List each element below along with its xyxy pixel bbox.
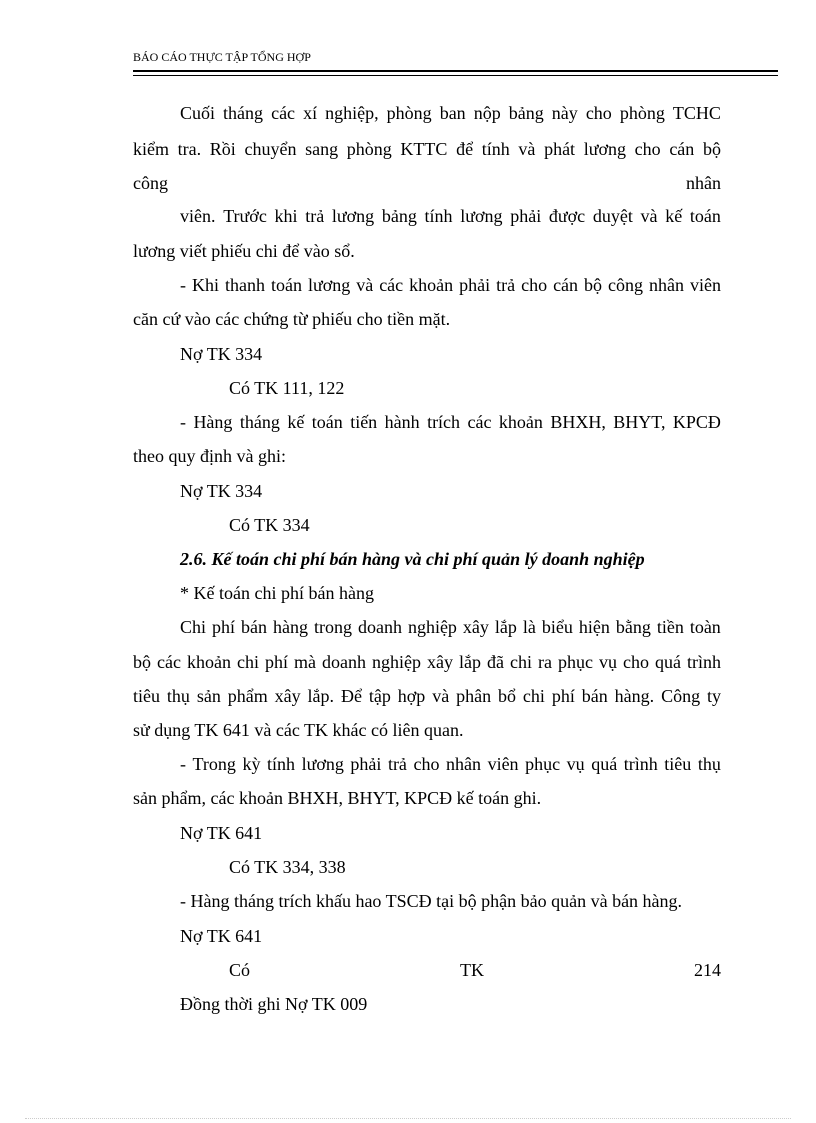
word: toán — [689, 206, 721, 226]
word: xí — [303, 103, 318, 123]
word: tính — [267, 754, 296, 774]
word: trả — [496, 275, 516, 295]
word: cán — [553, 275, 579, 295]
word: phải — [350, 754, 382, 774]
word: phí — [212, 617, 236, 637]
word: được — [548, 206, 586, 226]
word: TCHC — [672, 103, 721, 123]
paragraph-line: sản phẩm, các khoản BHXH, BHYT, KPCĐ kế toán ghi. — [133, 788, 542, 808]
paragraph-line — [133, 138, 721, 160]
word: kế — [287, 412, 305, 432]
header-rule-thin — [133, 75, 778, 76]
word: hành — [384, 412, 420, 432]
word: phí — [551, 686, 575, 706]
word: bán — [581, 686, 608, 706]
word: ra — [537, 652, 552, 672]
paragraph-line — [180, 205, 721, 227]
word: hàng — [272, 617, 308, 637]
word: - — [180, 275, 186, 295]
word: Công — [661, 686, 701, 706]
paragraph-line — [180, 753, 721, 775]
word: tháng — [223, 103, 264, 123]
word: bộ — [133, 652, 151, 672]
word: Khi — [191, 275, 219, 295]
word: các — [467, 412, 492, 432]
paragraph-line: căn cứ vào các chứng từ phiếu cho tiền mặt. — [133, 309, 451, 329]
word: KTTC — [400, 139, 448, 159]
word: bằng — [615, 617, 651, 637]
word: khi — [274, 206, 298, 226]
journal-credit — [229, 959, 721, 981]
word: BHXH, — [550, 412, 606, 432]
word: khoản — [186, 652, 231, 672]
word: trình — [623, 754, 658, 774]
word: lương — [307, 275, 351, 295]
word: chuyển — [244, 139, 297, 159]
word: tra. — [177, 139, 202, 159]
word: và — [518, 139, 536, 159]
word: thụ — [697, 754, 721, 774]
word: sang — [305, 139, 339, 159]
word: toán — [311, 412, 343, 432]
word: TK — [460, 960, 484, 980]
word: hợp — [397, 686, 426, 706]
word: cho — [521, 275, 548, 295]
word: Hàng — [193, 412, 233, 432]
journal-debit: Nợ TK 641 — [180, 926, 263, 946]
journal-debit: Nợ TK 641 — [180, 823, 263, 843]
word: trích — [427, 412, 461, 432]
word: biểu — [541, 617, 573, 637]
word: quá — [591, 754, 618, 774]
word: lắp — [458, 652, 481, 672]
journal-debit: Nợ TK 334 — [180, 481, 263, 501]
word: ban — [439, 103, 466, 123]
word: phục — [525, 754, 561, 774]
word: các — [157, 652, 181, 672]
word: công — [133, 173, 168, 193]
word: - — [180, 412, 186, 432]
word: phòng — [386, 103, 432, 123]
paragraph-line — [180, 274, 721, 296]
word: đã — [486, 652, 504, 672]
word: thanh — [224, 275, 265, 295]
word: phòng — [346, 139, 392, 159]
paragraph-line — [133, 651, 721, 673]
word: nhân — [686, 173, 721, 193]
word: kỳ — [242, 754, 261, 774]
word: phí — [264, 652, 288, 672]
paragraph-line — [180, 411, 721, 433]
word: Chi — [180, 617, 207, 637]
word: xây — [462, 617, 489, 637]
word: phân — [456, 686, 492, 706]
word: phục — [557, 652, 593, 672]
paragraph-line — [133, 685, 721, 707]
word: xây — [274, 686, 301, 706]
word: Cuối — [180, 103, 216, 123]
journal-credit: Có TK 111, 122 — [229, 378, 345, 398]
word: các — [271, 103, 296, 123]
word: tiêu — [133, 686, 160, 706]
word: này — [551, 103, 578, 123]
word: cho — [622, 652, 649, 672]
word: nộp — [473, 103, 501, 123]
word: viên. — [180, 206, 216, 226]
word: bộ — [702, 139, 721, 159]
footer-dotted-rule — [25, 1118, 791, 1119]
word: bán — [241, 617, 267, 637]
word: lương — [460, 206, 503, 226]
word: duyệt — [592, 206, 633, 226]
paragraph-line: lương viết phiếu chi để vào sổ. — [133, 241, 355, 261]
word: Để — [340, 686, 362, 706]
paragraph-line: theo quy định và ghi: — [133, 446, 286, 466]
journal-debit: Nợ TK 334 — [180, 344, 263, 364]
word: chi — [509, 652, 532, 672]
word: tính — [424, 206, 453, 226]
word: tập — [368, 686, 391, 706]
word: tiêu — [664, 754, 692, 774]
word: phẩm — [227, 686, 268, 706]
word: là — [522, 617, 536, 637]
word: lắp — [494, 617, 517, 637]
word: lắp. — [307, 686, 335, 706]
word: chi — [522, 686, 545, 706]
word: chi — [236, 652, 259, 672]
word: bảng — [508, 103, 544, 123]
word: vụ — [598, 652, 617, 672]
word: phòng — [619, 103, 665, 123]
word: và — [432, 686, 450, 706]
word: trả — [305, 206, 325, 226]
word: doanh — [357, 617, 402, 637]
paragraph-line: sử dụng TK 641 và các TK khác có liên quan. — [133, 720, 464, 740]
word: các — [379, 275, 404, 295]
word: phải — [459, 275, 491, 295]
word: Trước — [223, 206, 267, 226]
word: cán — [669, 139, 695, 159]
word: tháng — [239, 412, 280, 432]
word: nghiệp — [371, 652, 421, 672]
word: viên — [689, 275, 721, 295]
paragraph-line: - Hàng tháng trích khấu hao TSCĐ tại bộ phận bảo quản và bán hàng. — [180, 891, 683, 911]
word: nhân — [446, 754, 482, 774]
word: bộ — [584, 275, 603, 295]
word: doanh — [321, 652, 366, 672]
word: trả — [387, 754, 407, 774]
word: và — [356, 275, 374, 295]
paragraph-line: Đồng thời ghi Nợ TK 009 — [180, 994, 368, 1014]
word: Rồi — [209, 139, 236, 159]
word: toàn — [689, 617, 721, 637]
word: Trong — [192, 754, 236, 774]
word: tính — [481, 139, 510, 159]
word: khoản — [498, 412, 543, 432]
subheading: * Kế toán chi phí bán hàng — [180, 583, 374, 603]
word: xây — [426, 652, 453, 672]
word: BHYT, — [613, 412, 666, 432]
word: - — [180, 754, 186, 774]
word: 214 — [693, 960, 721, 980]
word: tiến — [350, 412, 378, 432]
word: cho — [634, 139, 661, 159]
word: và — [640, 206, 658, 226]
section-heading: 2.6. Kế toán chi phí bán hàng và chi phí quản lý doanh nghiệp — [180, 549, 645, 569]
word: Có — [229, 960, 251, 980]
journal-credit: Có TK 334, 338 — [229, 857, 346, 877]
word: nghiệp, — [325, 103, 379, 123]
word: viên — [487, 754, 519, 774]
word: cho — [585, 103, 612, 123]
word: lương — [583, 139, 626, 159]
word: phải — [510, 206, 542, 226]
journal-credit: Có TK 334 — [229, 515, 310, 535]
word: để — [456, 139, 474, 159]
word: toán — [270, 275, 302, 295]
word: hiện — [578, 617, 610, 637]
word: vụ — [566, 754, 585, 774]
word: cho — [413, 754, 440, 774]
word: lương — [331, 206, 375, 226]
word: phát — [544, 139, 576, 159]
word: khoản — [409, 275, 454, 295]
page-header-title: BÁO CÁO THỰC TẬP TỔNG HỢP — [133, 50, 311, 64]
word: thụ — [166, 686, 190, 706]
word: bảng — [381, 206, 417, 226]
word: kiểm — [133, 139, 169, 159]
word: nghiệp — [407, 617, 457, 637]
word: bổ — [498, 686, 517, 706]
paragraph-line — [133, 172, 721, 194]
paragraph-line — [180, 616, 721, 638]
word: sản — [196, 686, 221, 706]
word: ty — [706, 686, 721, 706]
word: hàng. — [614, 686, 655, 706]
word: nhân — [649, 275, 684, 295]
word: mà — [293, 652, 316, 672]
header-rule-thick — [133, 70, 778, 72]
word: kế — [665, 206, 683, 226]
word: tiền — [656, 617, 684, 637]
word: KPCĐ — [672, 412, 721, 432]
paragraph-line — [180, 102, 721, 124]
word: trong — [313, 617, 352, 637]
word: quá — [654, 652, 681, 672]
word: lương — [301, 754, 344, 774]
word: trình — [686, 652, 721, 672]
word: công — [608, 275, 644, 295]
